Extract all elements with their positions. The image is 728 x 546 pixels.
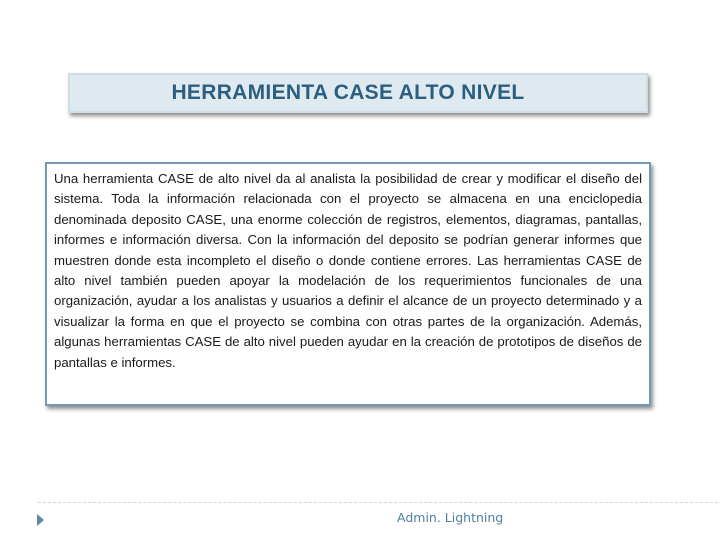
- slide-title: HERRAMIENTA CASE ALTO NIVEL: [171, 81, 525, 104]
- footer-arrow-icon: [37, 514, 44, 526]
- footer-divider: [38, 502, 718, 503]
- slide-body-text: Una herramienta CASE de alto nivel da al analista la posibilidad de crear y modificar el diseño del sistema. Toda la información relacionada con el proyecto se almacena en una enciclopedia denominada deposito CASE, una enorme colección de registros, elementos, diagramas, pantallas, informes e información diversa. Con la información del deposito se podrían generar informes que muestren donde esta incompleto el diseño o donde contiene errores. Las herramientas CASE de alto nivel también pueden apoyar la modelación de los requerimientos funcionales de una organización, ayudar a los analistas y usuarios a definir el alcance de un proyecto determinado y a visualizar la forma en que el proyecto se combina con otras partes de la organización. Además, algunas herramientas CASE de alto nivel pueden ayudar en la creación de prototipos de diseños de pantallas e informes.: [54, 171, 642, 370]
- slide-title-box: [68, 73, 648, 113]
- footer-author: Admin. Lightning: [397, 510, 504, 525]
- slide-body-box: [45, 162, 651, 406]
